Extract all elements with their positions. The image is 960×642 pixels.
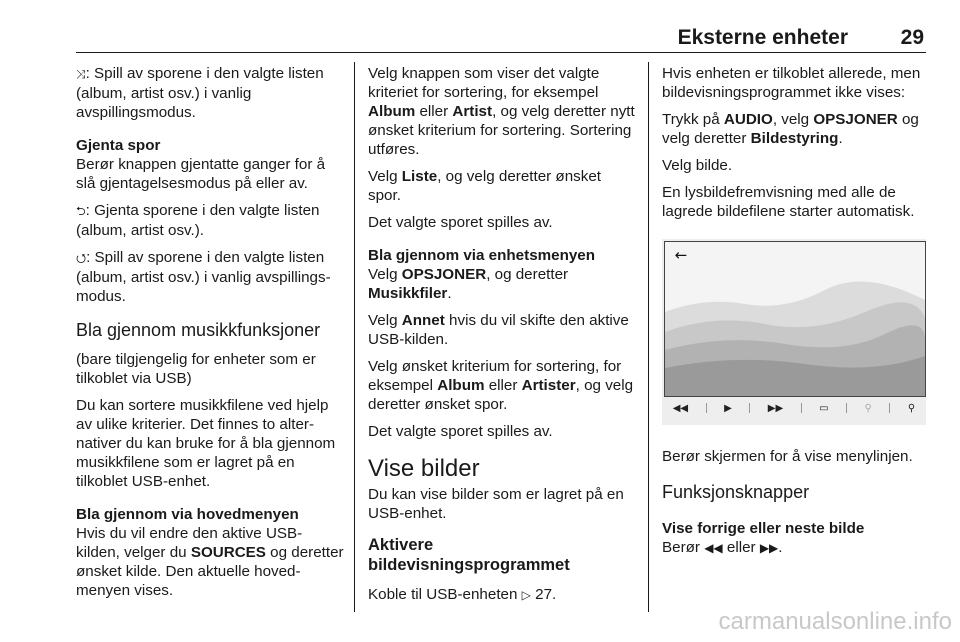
heading-activate-viewer: Aktivere bildevisningsprogrammet: [368, 536, 570, 574]
page-ref-icon: ▷: [521, 588, 531, 602]
divider: [846, 403, 847, 413]
paragraph-text: : Spill av sporene i den valgte listen (album, artist osv.) i vanlig avspillingsmodus.: [76, 65, 324, 121]
paragraph: Berør knappen gjentatte ganger for å slå gjentagelsesmodus på eller av.: [76, 156, 326, 192]
column-divider-2: [648, 62, 649, 612]
paragraph: [368, 585, 636, 605]
back-arrow-icon: ←: [674, 246, 688, 264]
fullscreen-icon: ▭: [819, 402, 829, 414]
liste-term: Liste: [401, 168, 438, 185]
text: Berør: [662, 539, 705, 556]
paragraph: Berør skjermen for å vise menylinjen.: [662, 448, 913, 465]
divider: [801, 403, 802, 413]
text: Velg: [368, 312, 402, 329]
divider: [706, 403, 707, 413]
paragraph: Du kan sortere musikkfilene ved hjelp av ulike kriterier. Det finnes to alternativer du kan bruke for å bla gjennom musikkfilene som er lagret på en tilkoblet USB-enhet.: [76, 397, 336, 490]
subheading-device-menu: Bla gjennom via enhetsmenyen: [368, 247, 596, 264]
page-header-title: Eksterne enheter: [677, 26, 848, 49]
subheading-main-menu: Bla gjennom via hovedmenyen: [76, 506, 299, 523]
paragraph: [76, 201, 344, 240]
column-divider-1: [354, 62, 355, 612]
divider: [749, 403, 750, 413]
zoom-in-icon: ⚲: [907, 402, 916, 414]
paragraph: Det valgte sporet spilles av.: [368, 423, 553, 440]
subheading-prev-next: Vise forrige eller neste bilde: [662, 520, 865, 537]
text: .: [778, 539, 783, 556]
text: Velg: [368, 266, 402, 283]
annet-term: Annet: [401, 312, 445, 329]
page-ref: 27.: [535, 586, 557, 603]
bildestyring-term: Bildestyring: [750, 130, 839, 147]
paragraph-text: : Spill av sporene i den valgte listen (album, artist osv.) i vanlig avspillingsmodus.: [76, 249, 331, 305]
landscape-image: [665, 242, 925, 396]
audio-term: AUDIO: [723, 111, 773, 128]
artister-term: Artister: [521, 377, 576, 394]
sources-term: SOURCES: [190, 544, 266, 561]
repeat-icon: ⮌: [76, 204, 86, 218]
viewer-toolbar: [664, 397, 924, 419]
text: , og deretter: [486, 266, 569, 283]
rewind-icon: ◀◀: [704, 541, 723, 555]
text: , og velg deretter nytt ønsket kriterium for sortering. Sortering utføres.: [368, 103, 635, 158]
album-term: Album: [437, 377, 485, 394]
image-viewer-display: [664, 241, 926, 397]
paragraph-text: : Gjenta sporene i den valgte listen (album, artist osv.).: [76, 202, 320, 239]
paragraph: Det valgte sporet spilles av.: [368, 214, 553, 231]
paragraph: [368, 167, 636, 205]
repeat-off-icon: ⭯: [76, 251, 87, 265]
text: Velg ønsket kriterium for sortering, for eksempel: [368, 358, 622, 394]
text: .: [447, 285, 452, 302]
musikkfiler-term: Musikkfiler: [368, 285, 448, 302]
text: .: [838, 130, 843, 147]
text: Trykk på: [662, 111, 724, 128]
paragraph: En lysbildefremvisning med alle de lagrede bildefilene starter automatisk.: [662, 184, 915, 220]
text: eller: [415, 103, 453, 120]
column-3: [662, 64, 926, 566]
heading-view-images: Vise bilder: [368, 455, 480, 482]
artist-term: Artist: [452, 103, 493, 120]
text: og deretter ønsket kilde. Den aktuelle hovedmenyen vises.: [76, 544, 344, 599]
column-2: [368, 64, 636, 613]
paragraph: (bare tilgjengelig for enheter som er tilkoblet via USB): [76, 351, 316, 387]
paragraph: [76, 64, 344, 122]
paragraph: Hvis enheten er tilkoblet allerede, men bildevisningsprogrammet ikke vises:: [662, 65, 921, 101]
divider: [889, 403, 890, 413]
paragraph: [368, 265, 636, 303]
paragraph: [662, 538, 926, 558]
paragraph: [368, 64, 636, 159]
text: Velg knappen som viser det valgte kriteriet for sortering, for eksempel: [368, 65, 600, 101]
text: , og velg deretter ønsket spor.: [368, 168, 602, 204]
heading-function-buttons: Funksjonsknapper: [662, 482, 810, 502]
text: eller: [722, 539, 760, 556]
text: og velg deretter: [662, 111, 919, 147]
text: eller: [484, 377, 522, 394]
paragraph: [76, 248, 344, 306]
album-term: Album: [368, 103, 416, 120]
next-icon: ▶▶: [767, 402, 784, 414]
shuffle-off-icon: ⤨: [76, 67, 86, 81]
header-rule: [76, 52, 926, 53]
opsjoner-term: OPSJONER: [401, 266, 487, 283]
column-1: [76, 64, 344, 608]
fast-forward-icon: ▶▶: [759, 541, 779, 555]
paragraph: Velg bilde.: [662, 157, 733, 174]
watermark: carmanualsonline.info: [718, 608, 952, 635]
page-number: 29: [900, 26, 924, 49]
paragraph: Du kan vise bilder som er lagret på en USB-enhet.: [368, 486, 624, 522]
paragraph: [368, 357, 636, 414]
opsjoner-term: OPSJONER: [813, 111, 898, 128]
paragraph: [76, 524, 344, 600]
subheading-repeat: Gjenta spor: [76, 137, 161, 154]
play-icon: ▶: [724, 402, 732, 414]
text: hvis du vil skifte den aktive USB-kilden.: [368, 312, 629, 348]
zoom-out-icon: ⚲: [864, 402, 872, 414]
image-viewer-screenshot: [662, 239, 926, 425]
previous-icon: ◀◀: [672, 402, 689, 414]
text: , velg: [772, 111, 814, 128]
heading-browse-music: Bla gjennom musikkfunksjoner: [76, 320, 321, 340]
text: Hvis du vil endre den aktive USB-kilden, velger du: [76, 525, 303, 561]
paragraph: [662, 110, 926, 148]
text: , og velg deretter ønsket spor.: [368, 377, 634, 413]
text: Velg: [368, 168, 402, 185]
paragraph: [368, 311, 636, 349]
text: Koble til USB-enheten: [368, 586, 522, 603]
